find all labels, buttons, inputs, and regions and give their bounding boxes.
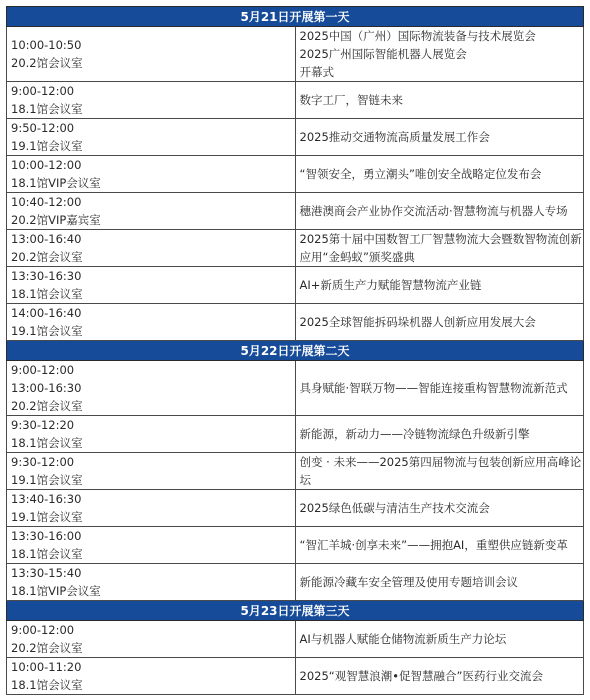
event-title-cell: 2025推动交通物流高质量发展工作会 [295,119,584,156]
table-row [7,27,584,82]
day-header: 5月22日开展第二天 [7,341,584,361]
event-title-cell: 2025中国（广州）国际物流装备与技术展览会 2025广州国际智能机器人展览会 开幕式 [295,27,584,82]
table-row [7,658,584,695]
event-title-cell: 新能源，新动力——冷链物流绿色升级新引擎 [295,416,584,453]
time-venue-cell: 13:30-16:30 18.1馆会议室 [7,267,296,304]
time-venue-cell: 9:30-12:20 18.1馆会议室 [7,416,296,453]
event-title-cell: 2025全球智能拆码垛机器人创新应用发展大会 [295,304,584,341]
table-row [7,119,584,156]
table-row [7,416,584,453]
time-venue-cell: 14:00-16:40 19.1馆会议室 [7,304,296,341]
table-row [7,564,584,601]
table-row [7,156,584,193]
time-venue-cell: 13:30-16:00 18.1馆会议室 [7,527,296,564]
table-row [7,304,584,341]
table-row [7,82,584,119]
time-venue-cell: 13:00-16:40 20.2馆会议室 [7,230,296,267]
time-venue-cell: 9:00-12:00 18.1馆会议室 [7,82,296,119]
table-row [7,361,584,416]
day-header: 5月21日开展第一天 [7,7,584,27]
event-title-cell: “智领安全，勇立潮头”唯创安全战略定位发布会 [295,156,584,193]
table-row [7,453,584,490]
time-venue-cell: 9:30-12:00 19.1馆会议室 [7,453,296,490]
table-row [7,193,584,230]
table-row [7,490,584,527]
time-venue-cell: 10:00-12:00 18.1馆VIP会议室 [7,156,296,193]
time-venue-cell: 10:00-10:50 20.2馆会议室 [7,27,296,82]
event-title-cell: 具身赋能·智联万物——智能连接重构智慧物流新范式 [295,361,584,416]
event-title-cell: AI与机器人赋能仓储物流新质生产力论坛 [295,621,584,658]
event-title-cell: 2025“观智慧浪潮•促智慧融合”医药行业交流会 [295,658,584,695]
day-header-row [7,601,584,621]
event-title-cell: 穗港澳商会产业协作交流活动·智慧物流与机器人专场 [295,193,584,230]
event-title-cell: “智汇羊城·创享未来”——拥抱AI，重塑供应链新变革 [295,527,584,564]
time-venue-cell: 13:30-15:40 18.1馆VIP会议室 [7,564,296,601]
day-header-row [7,7,584,27]
time-venue-cell: 10:00-11:20 18.1馆会议室 [7,658,296,695]
event-title-cell: 2025绿色低碳与清洁生产技术交流会 [295,490,584,527]
event-title-cell: 新能源冷藏车安全管理及使用专题培训会议 [295,564,584,601]
table-row [7,621,584,658]
time-venue-cell: 9:00-12:00 20.2馆会议室 [7,621,296,658]
day-header: 5月23日开展第三天 [7,601,584,621]
day-header-row [7,341,584,361]
event-schedule-table [6,6,584,695]
event-title-cell: 2025第十届中国数智工厂智慧物流大会暨数智物流创新应用“金蚂蚁”颁奖盛典 [295,230,584,267]
event-title-cell: 创变 · 未来——2025第四届物流与包装创新应用高峰论坛 [295,453,584,490]
time-venue-cell: 9:50-12:00 19.1馆会议室 [7,119,296,156]
table-row [7,230,584,267]
time-venue-cell: 13:40-16:30 19.1馆会议室 [7,490,296,527]
table-row [7,527,584,564]
event-title-cell: 数字工厂，智链未来 [295,82,584,119]
table-row [7,267,584,304]
event-title-cell: AI+新质生产力赋能智慧物流产业链 [295,267,584,304]
time-venue-cell: 9:00-12:00 13:00-16:30 20.2馆会议室 [7,361,296,416]
time-venue-cell: 10:40-12:00 20.2馆VIP嘉宾室 [7,193,296,230]
